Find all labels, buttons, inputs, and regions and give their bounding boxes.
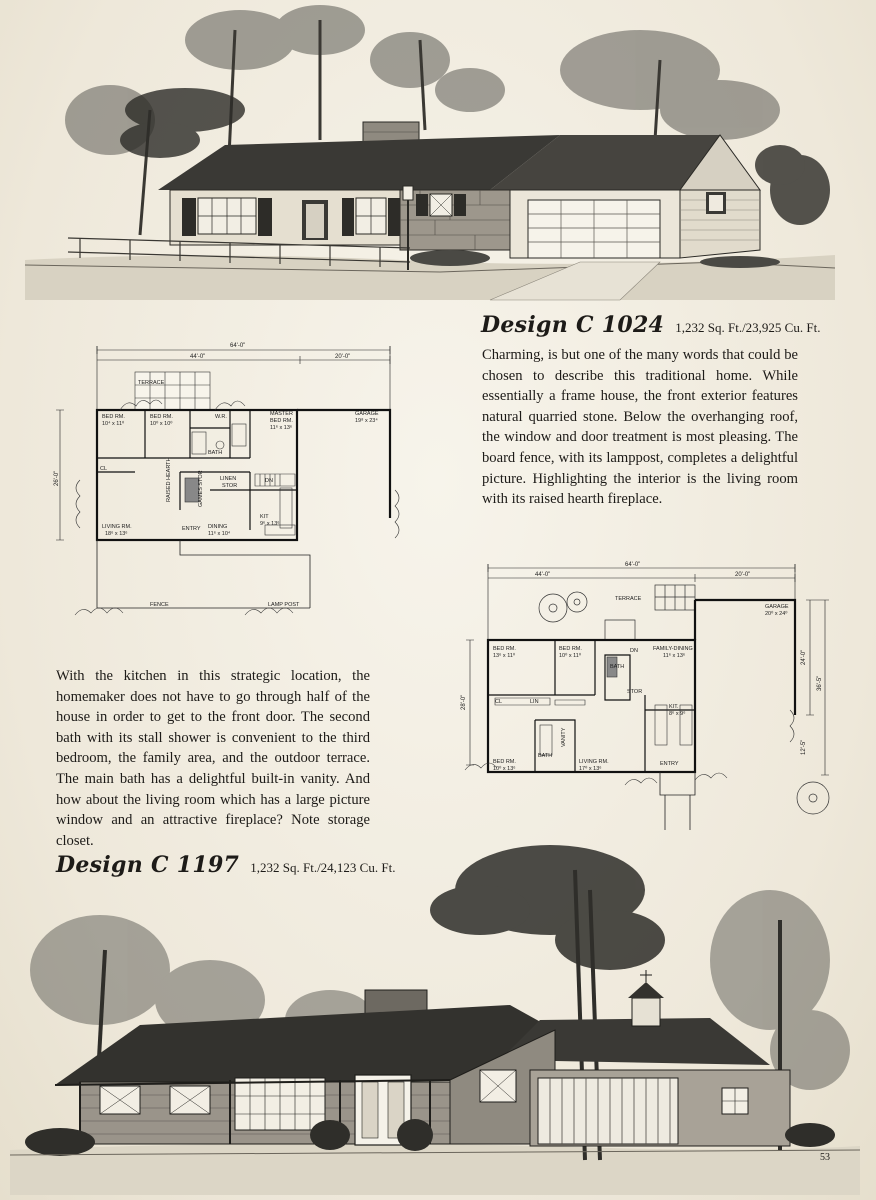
- c1024-garage: GARAGE: [355, 411, 379, 417]
- c1024-master-size: 11⁶ x 13⁶: [270, 425, 293, 431]
- design-c1024-description: Charming, is but one of the many words that could be chosen to describe this traditional home. While essentially a frame house, the front exterior features natural quarried stone. Below the overhanging roof, the window and door treatment is most pleasing. The board fence, with its lamppost, completes a delightful picture. Highlighting the interior is the living room with its raised hearth fireplace.: [482, 347, 798, 508]
- c1197-bed-2-size: 10⁰ x 11⁰: [559, 653, 582, 659]
- c1024-depth: 26'-0": [54, 470, 60, 486]
- c1197-bed-2: BED RM.: [559, 646, 582, 652]
- c1024-kit: KIT: [260, 514, 269, 520]
- c1197-bed-1: BED RM.: [493, 646, 516, 652]
- design-c1024-title: [481, 312, 861, 338]
- c1197-stor: STOR: [627, 689, 643, 695]
- c1197-garage: GARAGE: [765, 604, 789, 610]
- c1024-wr: W.R.: [215, 414, 227, 420]
- c1024-dn: DN: [265, 478, 273, 484]
- c1197-living: LIVING RM.: [579, 759, 609, 765]
- house-illustration-c1197: [10, 830, 860, 1195]
- c1024-linen: LINEN: [220, 476, 237, 482]
- c1197-dn: DN: [630, 648, 638, 654]
- c1024-games-stor: GAMES STOR: [198, 470, 204, 507]
- c1197-bath-lower: BATH: [538, 753, 553, 759]
- c1024-living-size: 18⁶ x 13⁶: [105, 531, 128, 537]
- c1024-entry: ENTRY: [182, 526, 201, 532]
- house-illustration-c1024: [20, 0, 840, 305]
- design-c1197-description: With the kitchen in this strategic location, the homemaker does not have to go through half of the house in order to get to the front door. The second bath with its stall shower is convenient to the third bedroom, the family area, and the outdoor terrace. The main bath has a delightful built-in vanity. And how about the living room which has a large picture window and an attractive fireplace? Note storage closet.: [56, 668, 370, 849]
- c1024-bath: BATH: [208, 450, 223, 456]
- floor-plan-c1197: [455, 560, 855, 840]
- c1024-bed-2-size: 10⁰ x 10⁰: [150, 421, 173, 427]
- c1197-family: FAMILY-DINING: [653, 646, 693, 652]
- c1197-garage-size: 20⁰ x 24⁰: [765, 611, 788, 617]
- design-c1024-stats: 1,232 Sq. Ft./23,925 Cu. Ft.: [675, 320, 821, 335]
- c1197-bath-upper: BATH: [610, 664, 625, 670]
- c1024-garage-width: 20'-0": [335, 354, 351, 360]
- c1197-entry: ENTRY: [660, 761, 679, 767]
- c1024-dining: DINING: [208, 524, 228, 530]
- c1197-lin: LIN: [530, 699, 539, 705]
- c1024-bed-2: BED RM.: [150, 414, 173, 420]
- c1197-terrace: TERRACE: [615, 596, 642, 602]
- c1197-house-width: 44'-0": [535, 572, 551, 578]
- c1197-cl: CL: [495, 699, 503, 705]
- c1024-garage-size: 19⁸ x 23⁴: [355, 418, 378, 424]
- c1024-cl: CL: [100, 466, 108, 472]
- c1197-bed-3: BED RM.: [493, 759, 516, 765]
- c1024-lamp-post: LAMP POST: [268, 602, 300, 608]
- c1197-depth: 28'-0": [461, 694, 467, 710]
- c1197-kit-size: 8⁶ x 9⁶: [669, 711, 686, 717]
- c1197-kit: KIT.: [669, 704, 679, 710]
- c1024-bed-1-size: 10⁴ x 11⁰: [102, 421, 125, 427]
- design-c1197-stats: 1,232 Sq. Ft./24,123 Cu. Ft.: [250, 860, 396, 875]
- page-number: 53: [820, 1152, 830, 1163]
- c1024-raised-hearth: RAISED HEARTH: [166, 457, 172, 502]
- c1197-living-size: 17⁰ x 13⁶: [579, 766, 602, 772]
- c1024-stor: STOR: [222, 483, 238, 489]
- c1197-family-size: 11⁶ x 13⁶: [663, 653, 686, 659]
- c1024-house-width: 44'-0": [190, 354, 206, 360]
- c1024-fence: FENCE: [150, 602, 169, 608]
- c1197-total-depth: 36'-5": [817, 675, 823, 691]
- c1197-garage-depth: 24'-0": [801, 649, 807, 665]
- c1197-garage-width: 20'-0": [735, 572, 751, 578]
- c1024-master: MASTER: [270, 411, 293, 417]
- c1024-dining-size: 11⁶ x 10⁴: [208, 531, 231, 537]
- c1024-overall-width: 64'-0": [230, 343, 246, 349]
- design-c1197-name: Design C 1197: [56, 852, 240, 878]
- c1024-master-bed: BED RM.: [270, 418, 293, 424]
- floor-plan-c1024: [50, 340, 420, 640]
- c1197-front-depth: 12'-5": [801, 739, 807, 755]
- c1024-bed-1: BED RM.: [102, 414, 125, 420]
- c1197-vanity: VANITY: [561, 727, 567, 747]
- c1024-kit-size: 9⁶ x 13⁶: [260, 521, 280, 527]
- c1024-living: LIVING RM.: [102, 524, 132, 530]
- c1197-bed-3-size: 10⁰ x 13⁶: [493, 766, 516, 772]
- c1024-terrace: TERRACE: [138, 380, 165, 386]
- c1197-bed-1-size: 13⁶ x 11⁰: [493, 653, 516, 659]
- c1197-overall-width: 64'-0": [625, 562, 641, 568]
- design-c1024-name: Design C 1024: [481, 312, 665, 338]
